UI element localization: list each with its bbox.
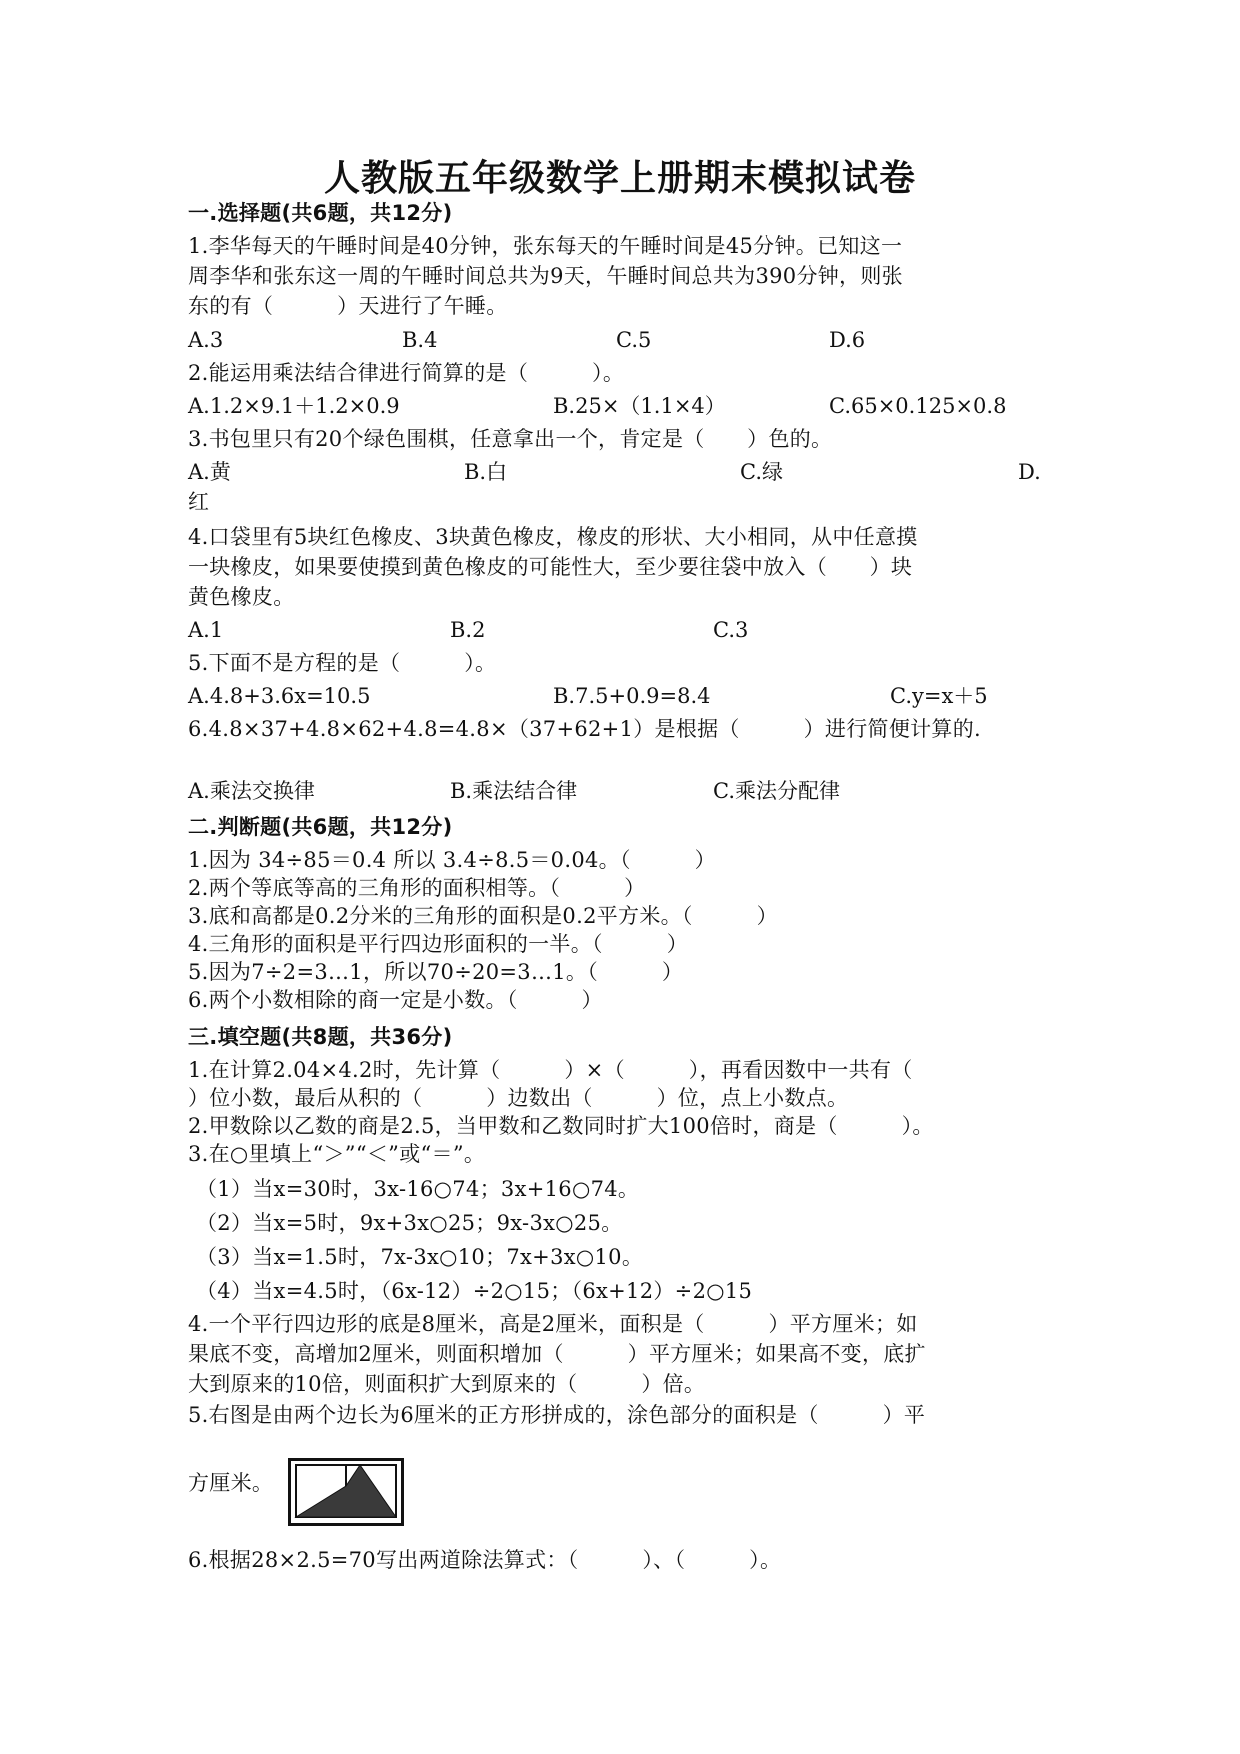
fill-q3-sub-2: （2）当x=5时，9x+3x○25；9x-3x○25。: [196, 1211, 623, 1235]
q1-option-a: A.3: [188, 328, 224, 352]
q6-option-b: B.乘法结合律: [450, 779, 578, 803]
q3-option-c: C.绿: [740, 460, 783, 484]
q5-stem: 5.下面不是方程的是（ ）。: [188, 651, 497, 675]
q3-option-a: A.黄: [188, 460, 231, 484]
q1-line1: 1.李华每天的午睡时间是40分钟，张东每天的午睡时间是45分钟。已知这一: [188, 234, 903, 258]
q4-line1: 4.口袋里有5块红色橡皮、3块黄色橡皮，橡皮的形状、大小相同，从中任意摸: [188, 525, 918, 549]
section-heading-fill: 三.填空题(共8题，共36分): [188, 1025, 453, 1049]
fill-q5-line2: 方厘米。: [188, 1471, 274, 1495]
section-heading-choice: 一.选择题(共6题，共12分): [188, 201, 453, 225]
fill-q3-sub-1: （1）当x=30时，3x-16○74；3x+16○74。: [196, 1177, 640, 1201]
q4-line3: 黄色橡皮。: [188, 585, 295, 609]
fill-q1-line1: 1.在计算2.04×4.2时，先计算（ ）×（ ），再看因数中一共有（: [188, 1058, 913, 1082]
fill-q3-sub-4: （4）当x=4.5时，（6x-12）÷2○15；（6x+12）÷2○15: [196, 1279, 753, 1303]
fill-q6: 6.根据28×2.5=70写出两道除法算式：（ ）、（ ）。: [188, 1548, 782, 1572]
fill-q4-line2: 果底不变，高增加2厘米，则面积增加（ ）平方厘米；如果高不变，底扩: [188, 1342, 926, 1366]
q3-option-b: B.白: [464, 460, 508, 484]
two-squares-figure: [288, 1458, 404, 1526]
q4-option-a: A.1: [188, 618, 224, 642]
q1-line2: 周李华和张东这一周的午睡时间总共为9天，午睡时间总共为390分钟，则张: [188, 264, 903, 288]
q6-option-c: C.乘法分配律: [713, 779, 840, 803]
fill-q3-stem: 3.在○里填上“＞”“＜”或“＝”。: [188, 1142, 486, 1166]
judge-item-3: 3.底和高都是0.2分米的三角形的面积是0.2平方米。（ ）: [188, 904, 778, 928]
judge-item-2: 2.两个等底等高的三角形的面积相等。（ ）: [188, 876, 646, 900]
q5-option-c: C.y=x＋5: [890, 684, 988, 708]
q4-option-b: B.2: [450, 618, 486, 642]
fill-q3-sub-3: （3）当x=1.5时，7x-3x○10；7x+3x○10。: [196, 1245, 644, 1269]
exam-title: 人教版五年级数学上册期末模拟试卷: [323, 157, 916, 199]
q2-stem: 2.能运用乘法结合律进行简算的是（ ）。: [188, 361, 625, 385]
q4-option-c: C.3: [713, 618, 749, 642]
fill-q5-line1: 5.右图是由两个边长为6厘米的正方形拼成的，涂色部分的面积是（ ）平: [188, 1403, 926, 1427]
fill-q2: 2.甲数除以乙数的商是2.5，当甲数和乙数同时扩大100倍时，商是（ ）。: [188, 1114, 934, 1138]
q3-stem: 3.书包里只有20个绿色围棋，任意拿出一个，肯定是（ ）色的。: [188, 427, 833, 451]
section-heading-judge: 二.判断题(共6题，共12分): [188, 815, 453, 839]
fill-q4-line3: 大到原来的10倍，则面积扩大到原来的（ ）倍。: [188, 1372, 706, 1396]
q3-option-d-wrap: 红: [188, 490, 210, 514]
q5-option-b: B.7.5+0.9=8.4: [553, 684, 711, 708]
judge-item-1: 1.因为 34÷85＝0.4 所以 3.4÷8.5＝0.04。（ ）: [188, 848, 716, 872]
judge-item-5: 5.因为7÷2=3…1，所以70÷20=3…1。（ ）: [188, 960, 684, 984]
q3-option-d: D.: [1018, 460, 1041, 484]
q6-option-a: A.乘法交换律: [188, 779, 315, 803]
q4-line2: 一块橡皮，如果要使摸到黄色橡皮的可能性大，至少要往袋中放入（ ）块: [188, 555, 913, 579]
judge-item-4: 4.三角形的面积是平行四边形面积的一半。（ ）: [188, 932, 689, 956]
q6-stem: 6.4.8×37+4.8×62+4.8=4.8×（37+62+1）是根据（ ）进行简便计算的.: [188, 717, 982, 741]
q1-option-d: D.6: [829, 328, 866, 352]
q1-option-c: C.5: [616, 328, 652, 352]
q1-line3: 东的有（ ）天进行了午睡。: [188, 294, 508, 318]
fill-q1-line2: ）位小数，最后从积的（ ）边数出（ ）位，点上小数点。: [188, 1086, 849, 1110]
q5-option-a: A.4.8+3.6x=10.5: [188, 684, 371, 708]
q2-option-c: C.65×0.125×0.8: [829, 394, 1007, 418]
judge-item-6: 6.两个小数相除的商一定是小数。（ ）: [188, 988, 603, 1012]
q2-option-a: A.1.2×9.1＋1.2×0.9: [188, 394, 400, 418]
q1-option-b: B.4: [402, 328, 438, 352]
fill-q4-line1: 4.一个平行四边形的底是8厘米，高是2厘米，面积是（ ）平方厘米；如: [188, 1312, 918, 1336]
q2-option-b: B.25×（1.1×4）: [553, 394, 726, 418]
